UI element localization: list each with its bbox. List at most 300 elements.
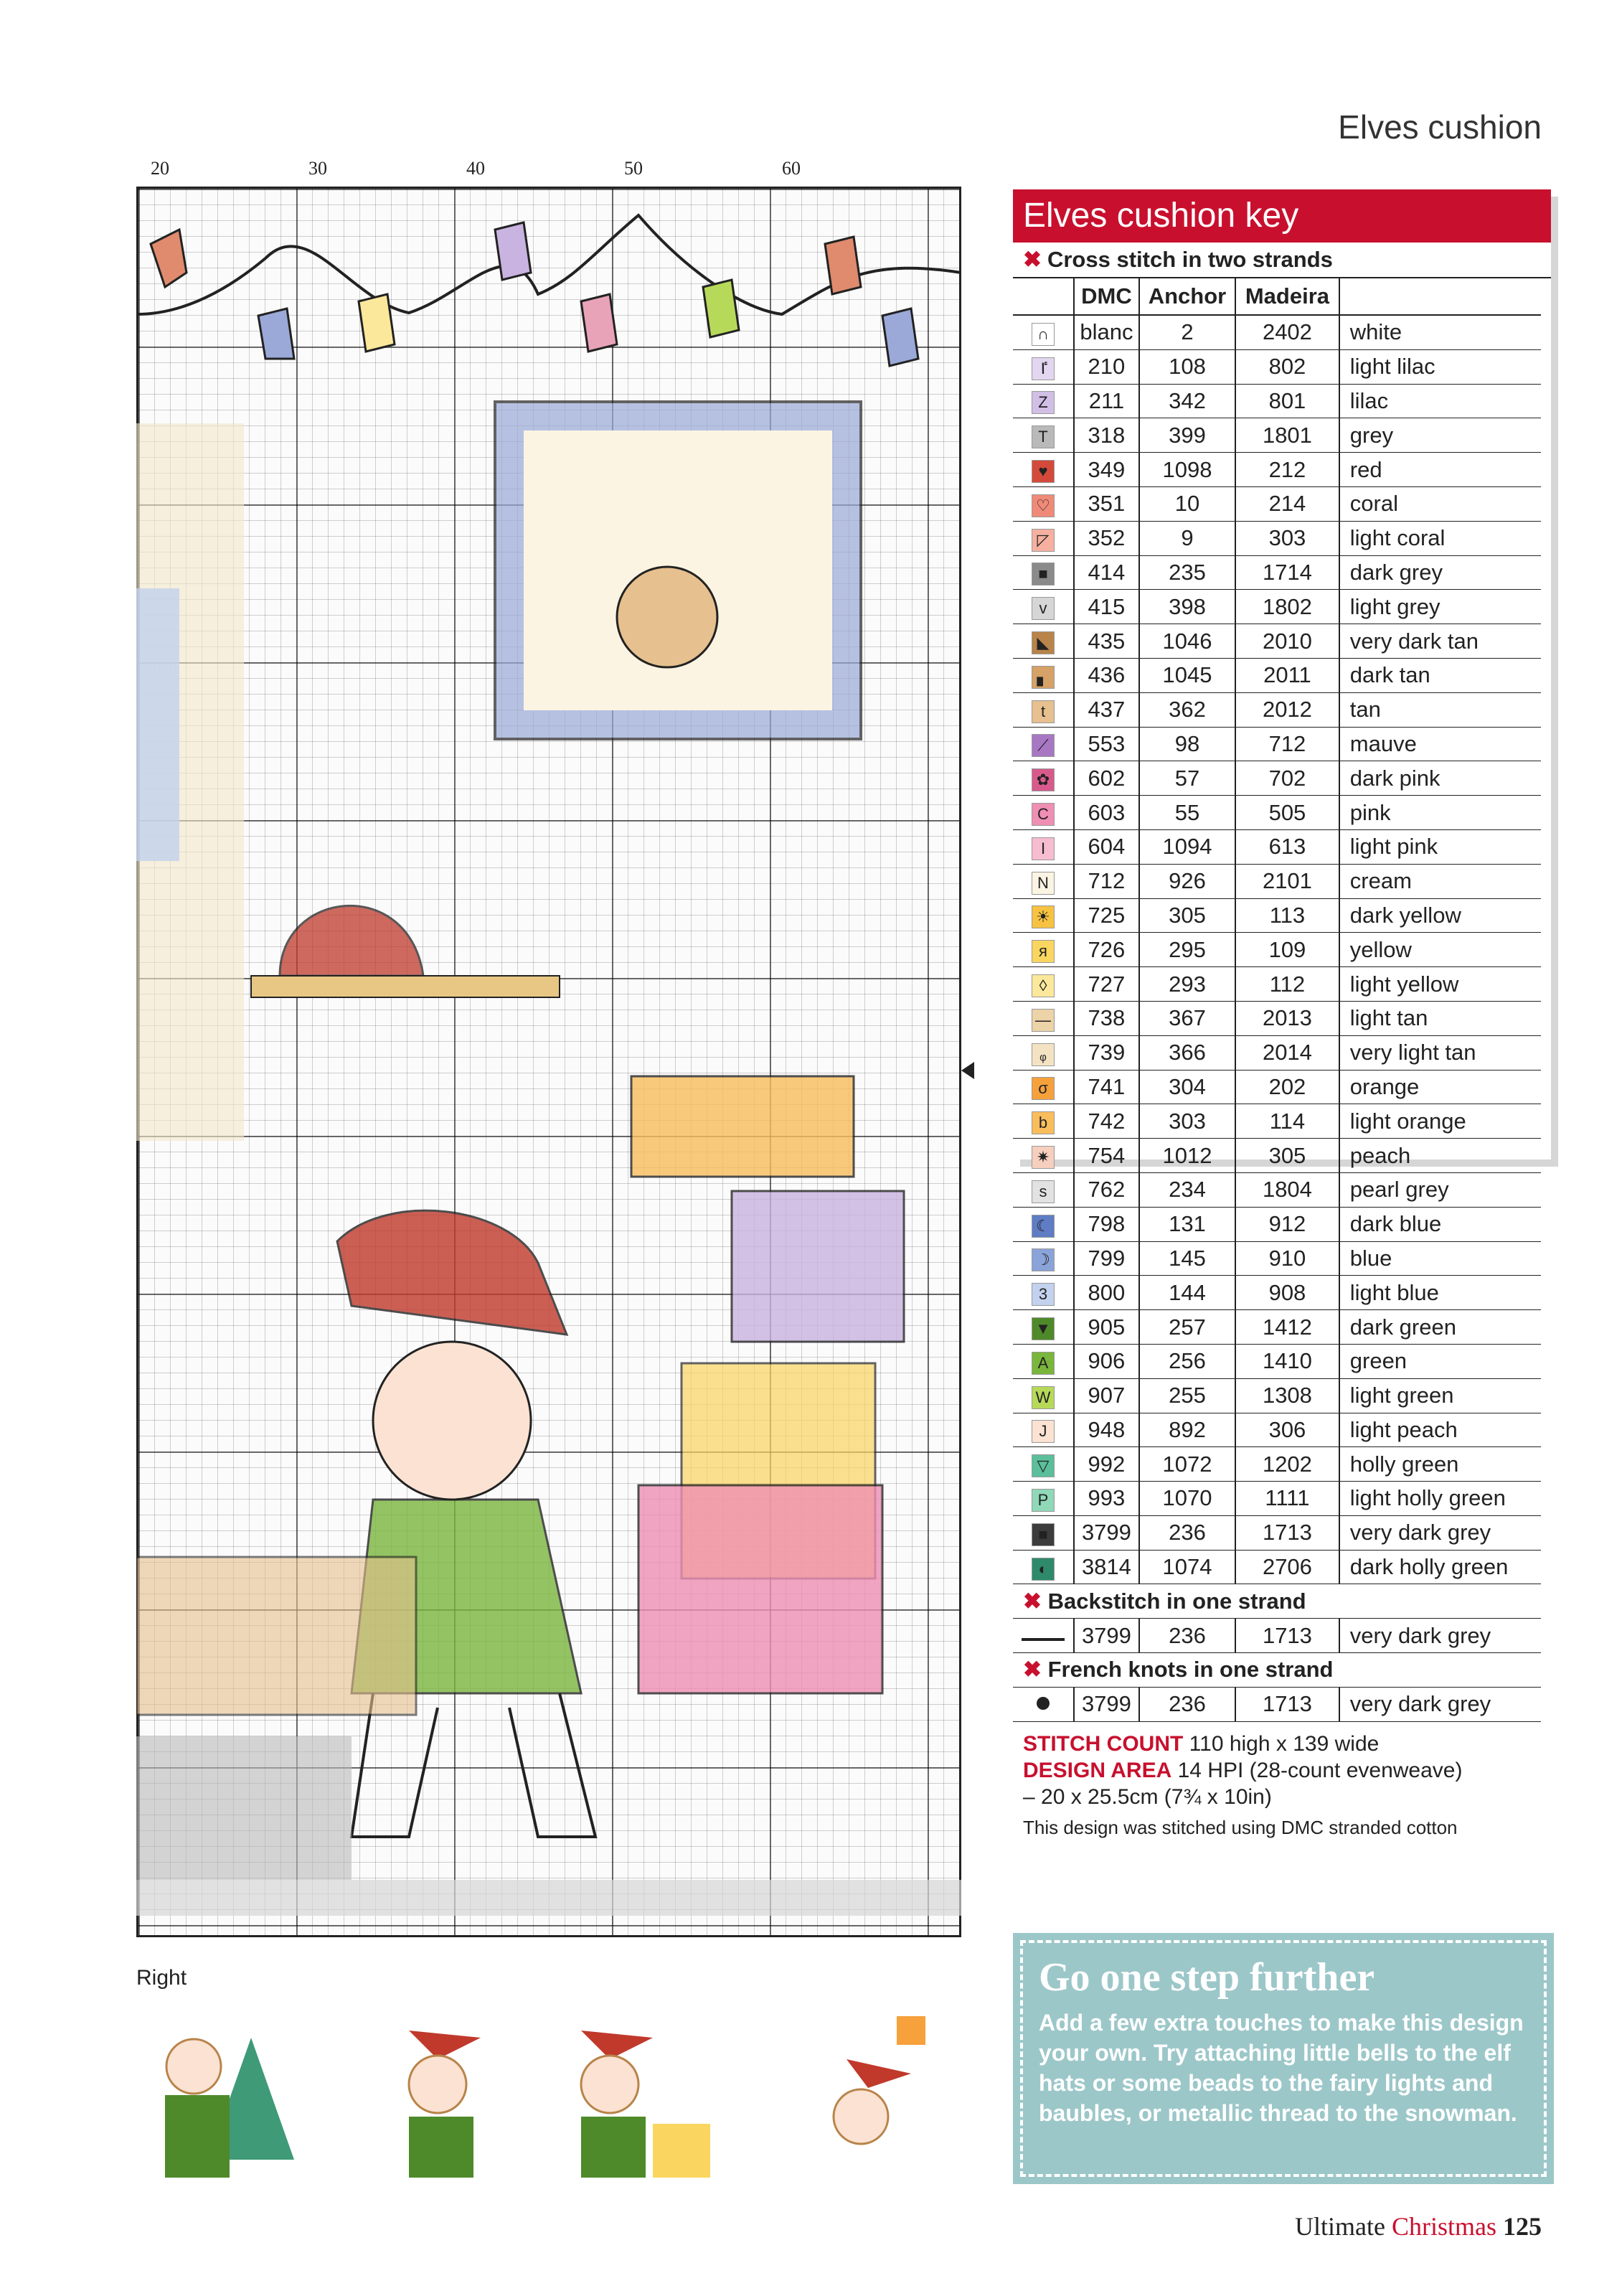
tip-title: Go one step further: [1039, 1955, 1375, 2000]
page-header-title: Elves cushion: [1338, 108, 1542, 146]
dmc-cell: 604: [1074, 829, 1139, 864]
symbol-cell: [1013, 1070, 1074, 1104]
dmc-cell: 435: [1074, 624, 1139, 659]
colour-name-cell: dark yellow: [1339, 898, 1541, 933]
thread-row: [1013, 555, 1541, 590]
madeira-cell: 613: [1235, 829, 1339, 864]
elf-head: [166, 2039, 221, 2094]
colour-name-cell: dark pink: [1339, 761, 1541, 796]
stitch-symbol-icon: ◸: [1032, 529, 1055, 552]
anchor-cell: 295: [1139, 933, 1235, 967]
symbol-cell: [1013, 349, 1074, 384]
thread-row: [1013, 727, 1541, 761]
colour-name-cell: grey: [1339, 418, 1541, 453]
stitch-symbol-icon: ■: [1032, 1523, 1055, 1546]
thread-row: [1013, 315, 1541, 349]
colour-name-cell: light holly green: [1339, 1482, 1541, 1516]
anchor-cell: 131: [1139, 1207, 1235, 1241]
anchor-cell: 9: [1139, 521, 1235, 555]
stitch-symbol-icon: N: [1032, 872, 1055, 895]
madeira-cell: 2010: [1235, 624, 1339, 659]
symbol-cell: [1013, 692, 1074, 727]
anchor-cell: 236: [1139, 1619, 1235, 1653]
anchor-cell: 235: [1139, 555, 1235, 590]
dmc-cell: 318: [1074, 418, 1139, 453]
dmc-cell: 754: [1074, 1139, 1139, 1173]
thread-row: [1013, 1550, 1541, 1584]
symbol-cell: [1013, 727, 1074, 761]
symbol-cell: [1013, 1139, 1074, 1173]
dmc-cell: 907: [1074, 1378, 1139, 1413]
dmc-cell: 602: [1074, 761, 1139, 796]
colour-name-cell: cream: [1339, 864, 1541, 898]
anchor-cell: 1094: [1139, 829, 1235, 864]
symbol-cell: [1013, 864, 1074, 898]
french-knot-heading: [1013, 1653, 1541, 1688]
stitch-symbol-icon: T: [1032, 425, 1055, 448]
dmc-cell: blanc: [1074, 315, 1139, 349]
anchor-cell: 362: [1139, 692, 1235, 727]
stitch-symbol-icon: ▽: [1032, 1454, 1055, 1477]
thread-row: [1013, 829, 1541, 864]
stitch-symbol-icon: W: [1032, 1386, 1055, 1409]
stitch-symbol-icon: ☾: [1032, 1215, 1055, 1238]
anchor-cell: 256: [1139, 1344, 1235, 1378]
tip-box: [1020, 1940, 1547, 2177]
dmc-cell: 211: [1074, 384, 1139, 418]
dmc-cell: 553: [1074, 727, 1139, 761]
stitch-symbol-icon: я: [1032, 940, 1055, 963]
thread-row: [1013, 1001, 1541, 1035]
symbol-cell: [1013, 624, 1074, 659]
elf-head: [409, 2056, 466, 2113]
design-area-line: [1023, 1757, 1541, 1784]
dmc-cell: 993: [1074, 1482, 1139, 1516]
symbol-cell: [1013, 933, 1074, 967]
section-label: Right: [136, 1966, 187, 1990]
light-bulb: [495, 222, 531, 280]
anchor-cell: 236: [1139, 1515, 1235, 1550]
anchor-cell: 367: [1139, 1001, 1235, 1035]
stitch-symbol-icon: ◊: [1032, 974, 1055, 997]
stitch-symbol-icon: σ: [1032, 1077, 1055, 1100]
column-number: 40: [466, 158, 485, 179]
backstitch-heading: [1013, 1584, 1541, 1619]
dmc-cell: 738: [1074, 1001, 1139, 1035]
anchor-cell: 926: [1139, 864, 1235, 898]
symbol-cell: [1013, 315, 1074, 349]
stitch-symbol-icon: ♡: [1032, 494, 1055, 517]
thread-row: [1013, 692, 1541, 727]
dmc-cell: 415: [1074, 590, 1139, 624]
madeira-cell: 306: [1235, 1413, 1339, 1447]
anchor-cell: 303: [1139, 1104, 1235, 1139]
light-bulb: [359, 294, 395, 352]
stitch-symbol-icon: ∩: [1032, 323, 1055, 346]
stitch-symbol-icon: ■: [1032, 563, 1055, 585]
madeira-cell: 202: [1235, 1070, 1339, 1104]
stitch-symbol-icon: v: [1032, 597, 1055, 620]
dmc-cell: 726: [1074, 933, 1139, 967]
anchor-cell: 304: [1139, 1070, 1235, 1104]
symbol-column-header: [1013, 278, 1074, 315]
colour-name-cell: red: [1339, 453, 1541, 487]
cross-icon: ✖: [1023, 247, 1042, 272]
thread-row: [1013, 349, 1541, 384]
dmc-cell: 742: [1074, 1104, 1139, 1139]
dmc-cell: 800: [1074, 1276, 1139, 1310]
madeira-cell: 112: [1235, 967, 1339, 1002]
symbol-cell: [1013, 1276, 1074, 1310]
madeira-cell: 908: [1235, 1276, 1339, 1310]
dmc-cell: 603: [1074, 796, 1139, 830]
madeira-cell: 1412: [1235, 1310, 1339, 1345]
thread-row: [1013, 521, 1541, 555]
dmc-cell: 210: [1074, 349, 1139, 384]
backstitch-heading-row: [1013, 1584, 1541, 1619]
madeira-cell: 801: [1235, 384, 1339, 418]
present-box: [638, 1485, 882, 1693]
footer-brand: Ultimate: [1295, 2212, 1385, 2241]
madeira-cell: 2706: [1235, 1550, 1339, 1584]
madeira-cell: 2014: [1235, 1035, 1339, 1070]
anchor-cell: 1074: [1139, 1550, 1235, 1584]
anchor-cell: 1046: [1139, 624, 1235, 659]
dmc-cell: 414: [1074, 555, 1139, 590]
thread-row: [1013, 898, 1541, 933]
anchor-cell: 1045: [1139, 658, 1235, 692]
anchor-cell: 257: [1139, 1310, 1235, 1345]
symbol-cell: [1013, 1447, 1074, 1482]
thread-row: [1013, 967, 1541, 1002]
anchor-cell: 234: [1139, 1172, 1235, 1207]
page-footer: [1295, 2211, 1542, 2241]
thread-key-panel: [1013, 189, 1551, 1838]
colour-name-cell: light lilac: [1339, 349, 1541, 384]
stitch-symbol-icon: ♥: [1032, 460, 1055, 483]
elf-hat: [337, 1210, 567, 1335]
colour-name-cell: mauve: [1339, 727, 1541, 761]
thread-row: [1013, 1241, 1541, 1276]
thread-row: [1013, 418, 1541, 453]
madeira-cell: 702: [1235, 761, 1339, 796]
thread-row: [1013, 1413, 1541, 1447]
symbol-cell: [1013, 1515, 1074, 1550]
anchor-cell: 293: [1139, 967, 1235, 1002]
anchor-cell: 55: [1139, 796, 1235, 830]
colour-name-cell: white: [1339, 315, 1541, 349]
madeira-cell: 114: [1235, 1104, 1339, 1139]
symbol-cell: [1013, 418, 1074, 453]
thread-row: [1013, 1344, 1541, 1378]
thread-row: [1013, 1070, 1541, 1104]
dmc-cell: 436: [1074, 658, 1139, 692]
madeira-cell: 2013: [1235, 1001, 1339, 1035]
dmc-cell: 905: [1074, 1310, 1139, 1345]
footer-brand-accent: Christmas: [1391, 2212, 1496, 2241]
thread-row: [1013, 486, 1541, 521]
stitch-symbol-icon: Z: [1032, 391, 1055, 414]
dmc-cell: 3799: [1074, 1687, 1139, 1721]
thread-row: [1013, 933, 1541, 967]
anchor-cell: 144: [1139, 1276, 1235, 1310]
colour-name-cell: pink: [1339, 796, 1541, 830]
stitch-symbol-icon: 3: [1032, 1283, 1055, 1306]
light-bulb: [882, 309, 918, 366]
madeira-cell: 1713: [1235, 1619, 1339, 1653]
design-area-label: DESIGN AREA: [1023, 1758, 1172, 1782]
madeira-cell: 712: [1235, 727, 1339, 761]
colour-name-cell: light orange: [1339, 1104, 1541, 1139]
symbol-cell: [1013, 1482, 1074, 1516]
dmc-cell: 739: [1074, 1035, 1139, 1070]
thread-row: [1013, 1172, 1541, 1207]
symbol-cell: [1013, 898, 1074, 933]
dmc-cell: 741: [1074, 1070, 1139, 1104]
colour-name-cell: dark tan: [1339, 658, 1541, 692]
dmc-cell: 725: [1074, 898, 1139, 933]
backstitch-line-icon: [1013, 1619, 1074, 1653]
dmc-cell: 762: [1074, 1172, 1139, 1207]
design-stats: [1013, 1722, 1551, 1841]
dmc-cell: 798: [1074, 1207, 1139, 1241]
design-area-size: – 20 x 25.5cm (7¾ x 10in): [1023, 1784, 1272, 1809]
madeira-cell: 505: [1235, 796, 1339, 830]
anchor-cell: 98: [1139, 727, 1235, 761]
design-area-value: 14 HPI (28-count evenweave): [1177, 1758, 1463, 1782]
madeira-cell: 2402: [1235, 315, 1339, 349]
thread-row: [1013, 384, 1541, 418]
colour-name-cell: very light tan: [1339, 1035, 1541, 1070]
light-bulb: [703, 280, 739, 337]
preview-image: [136, 2016, 947, 2178]
light-bulb: [258, 309, 294, 359]
french-knot-row: [1013, 1687, 1541, 1721]
cross-icon: ✖: [1023, 1657, 1048, 1683]
thread-row: [1013, 1447, 1541, 1482]
madeira-cell: 109: [1235, 933, 1339, 967]
colour-name-cell: very dark grey: [1339, 1687, 1541, 1721]
madeira-cell: 305: [1235, 1139, 1339, 1173]
stitch-symbol-icon: ✷: [1032, 1146, 1055, 1169]
stitch-symbol-icon: —: [1032, 1009, 1055, 1032]
thread-row: [1013, 1310, 1541, 1345]
symbol-cell: [1013, 1104, 1074, 1139]
stitch-symbol-icon: ✿: [1032, 768, 1055, 791]
colour-name-cell: green: [1339, 1344, 1541, 1378]
symbol-cell: [1013, 1035, 1074, 1070]
floor-row: [136, 1880, 961, 1916]
madeira-cell: 2012: [1235, 692, 1339, 727]
stitch-symbol-icon: ◐: [1032, 1558, 1055, 1581]
madeira-cell: 1410: [1235, 1344, 1339, 1378]
dmc-cell: 712: [1074, 864, 1139, 898]
stitch-symbol-icon: ☽: [1032, 1248, 1055, 1271]
column-number: 30: [308, 158, 327, 179]
anchor-cell: 1070: [1139, 1482, 1235, 1516]
colour-name-cell: yellow: [1339, 933, 1541, 967]
symbol-cell: [1013, 486, 1074, 521]
column-header: Anchor: [1139, 278, 1235, 315]
symbol-cell: [1013, 1207, 1074, 1241]
cross-heading-text: Cross stitch in two strands: [1047, 247, 1333, 272]
grey-blocks: [136, 1736, 352, 1880]
madeira-cell: 1713: [1235, 1687, 1339, 1721]
madeira-cell: 1111: [1235, 1482, 1339, 1516]
dmc-cell: 948: [1074, 1413, 1139, 1447]
column-numbers: [136, 158, 961, 187]
thread-row: [1013, 761, 1541, 796]
anchor-cell: 892: [1139, 1413, 1235, 1447]
elf-head: [834, 2089, 888, 2144]
light-bulb: [825, 237, 861, 294]
madeira-cell: 1804: [1235, 1172, 1339, 1207]
dmc-cell: 352: [1074, 521, 1139, 555]
dmc-cell: 727: [1074, 967, 1139, 1002]
dmc-cell: 349: [1074, 453, 1139, 487]
madeira-cell: 303: [1235, 521, 1339, 555]
anchor-cell: 10: [1139, 486, 1235, 521]
colour-name-cell: dark green: [1339, 1310, 1541, 1345]
colour-name-cell: tan: [1339, 692, 1541, 727]
symbol-cell: [1013, 590, 1074, 624]
stitch-symbol-icon: t: [1032, 700, 1055, 723]
backstitch-row: [1013, 1619, 1541, 1653]
anchor-cell: 366: [1139, 1035, 1235, 1070]
elf-face: [373, 1342, 531, 1500]
stitch-symbol-icon: ٵ: [1032, 357, 1055, 380]
thread-note: This design was stitched using DMC stranded cotton: [1023, 1816, 1458, 1838]
madeira-cell: 214: [1235, 486, 1339, 521]
madeira-cell: 910: [1235, 1241, 1339, 1276]
dmc-cell: 992: [1074, 1447, 1139, 1482]
thread-row: [1013, 658, 1541, 692]
anchor-cell: 399: [1139, 418, 1235, 453]
anchor-cell: 1012: [1139, 1139, 1235, 1173]
madeira-cell: 2101: [1235, 864, 1339, 898]
thread-row: [1013, 1378, 1541, 1413]
madeira-cell: 1714: [1235, 555, 1339, 590]
colour-name-cell: light pink: [1339, 829, 1541, 864]
colour-name-cell: dark blue: [1339, 1207, 1541, 1241]
anchor-cell: 57: [1139, 761, 1235, 796]
tip-text: Add a few extra touches to make this design your own. Try attaching little bells to the elf hats or some beads to the fairy lights and baubles, or metallic thread to the snowman.: [1039, 2010, 1524, 2126]
key-title: Elves cushion key: [1013, 189, 1551, 243]
thread-row: [1013, 1276, 1541, 1310]
stitch-symbol-icon: ▼: [1032, 1317, 1055, 1340]
shelf-board: [251, 976, 560, 997]
dmc-cell: 351: [1074, 486, 1139, 521]
symbol-cell: [1013, 829, 1074, 864]
symbol-cell: [1013, 796, 1074, 830]
stitch-symbol-icon: C: [1032, 803, 1055, 826]
thread-row: [1013, 1139, 1541, 1173]
thread-rows: [1013, 315, 1541, 1584]
colour-name-cell: light coral: [1339, 521, 1541, 555]
anchor-cell: 305: [1139, 898, 1235, 933]
symbol-cell: [1013, 658, 1074, 692]
colour-name-cell: light blue: [1339, 1276, 1541, 1310]
thread-row: [1013, 590, 1541, 624]
thread-row: [1013, 1104, 1541, 1139]
madeira-cell: 113: [1235, 898, 1339, 933]
stitch-symbol-icon: ▖: [1032, 666, 1055, 689]
colour-name-cell: blue: [1339, 1241, 1541, 1276]
symbol-cell: [1013, 555, 1074, 590]
anchor-cell: 145: [1139, 1241, 1235, 1276]
dmc-cell: 906: [1074, 1344, 1139, 1378]
page-number: 125: [1503, 2212, 1542, 2241]
colour-name-cell: very dark grey: [1339, 1515, 1541, 1550]
thread-row: [1013, 796, 1541, 830]
backstitch-heading-text: Backstitch in one strand: [1047, 1588, 1306, 1614]
anchor-cell: 108: [1139, 349, 1235, 384]
colour-name-cell: coral: [1339, 486, 1541, 521]
symbol-cell: [1013, 761, 1074, 796]
column-number: 20: [151, 158, 169, 179]
present-box: [631, 1076, 854, 1177]
stitch-symbol-icon: ☀: [1032, 905, 1055, 928]
thread-row: [1013, 453, 1541, 487]
thread-row: [1013, 624, 1541, 659]
colour-name-cell: very dark grey: [1339, 1619, 1541, 1653]
symbol-cell: [1013, 1172, 1074, 1207]
colour-name-cell: holly green: [1339, 1447, 1541, 1482]
stitch-symbol-icon: ᵩ: [1032, 1043, 1055, 1066]
teapot: [280, 905, 423, 976]
colour-name-cell: pearl grey: [1339, 1172, 1541, 1207]
dmc-cell: 3814: [1074, 1550, 1139, 1584]
elf-body: [581, 2117, 646, 2178]
elf-head: [581, 2056, 638, 2113]
colour-name-cell: dark holly green: [1339, 1550, 1541, 1584]
thread-row: [1013, 864, 1541, 898]
symbol-cell: [1013, 1413, 1074, 1447]
thread-row: [1013, 1515, 1541, 1550]
column-header: Madeira: [1235, 278, 1339, 315]
toy-shelf: [136, 1557, 416, 1715]
cross-stitch-chart: [136, 158, 961, 1966]
stitch-count-label: STITCH COUNT: [1023, 1731, 1184, 1756]
thread-row: [1013, 1035, 1541, 1070]
french-knot-heading-row: [1013, 1653, 1541, 1688]
symbol-cell: [1013, 967, 1074, 1002]
colour-name-cell: light green: [1339, 1378, 1541, 1413]
madeira-cell: 1202: [1235, 1447, 1339, 1482]
colour-name-cell: light grey: [1339, 590, 1541, 624]
symbol-cell: [1013, 1344, 1074, 1378]
anchor-cell: 1072: [1139, 1447, 1235, 1482]
symbol-cell: [1013, 1378, 1074, 1413]
chart-motifs: [136, 187, 961, 1937]
stitch-symbol-icon: b: [1032, 1111, 1055, 1134]
symbol-cell: [1013, 384, 1074, 418]
colour-name-cell: light tan: [1339, 1001, 1541, 1035]
stitched-preview: [136, 2016, 947, 2178]
stitch-symbol-icon: I: [1032, 837, 1055, 860]
present: [653, 2124, 710, 2178]
madeira-cell: 802: [1235, 349, 1339, 384]
dmc-cell: 3799: [1074, 1619, 1139, 1653]
madeira-cell: 2011: [1235, 658, 1339, 692]
symbol-cell: [1013, 1550, 1074, 1584]
stitch-symbol-icon: P: [1032, 1489, 1055, 1512]
colour-name-cell: light yellow: [1339, 967, 1541, 1002]
dmc-cell: 799: [1074, 1241, 1139, 1276]
thread-row: [1013, 1482, 1541, 1516]
madeira-cell: 1713: [1235, 1515, 1339, 1550]
symbol-cell: [1013, 1001, 1074, 1035]
